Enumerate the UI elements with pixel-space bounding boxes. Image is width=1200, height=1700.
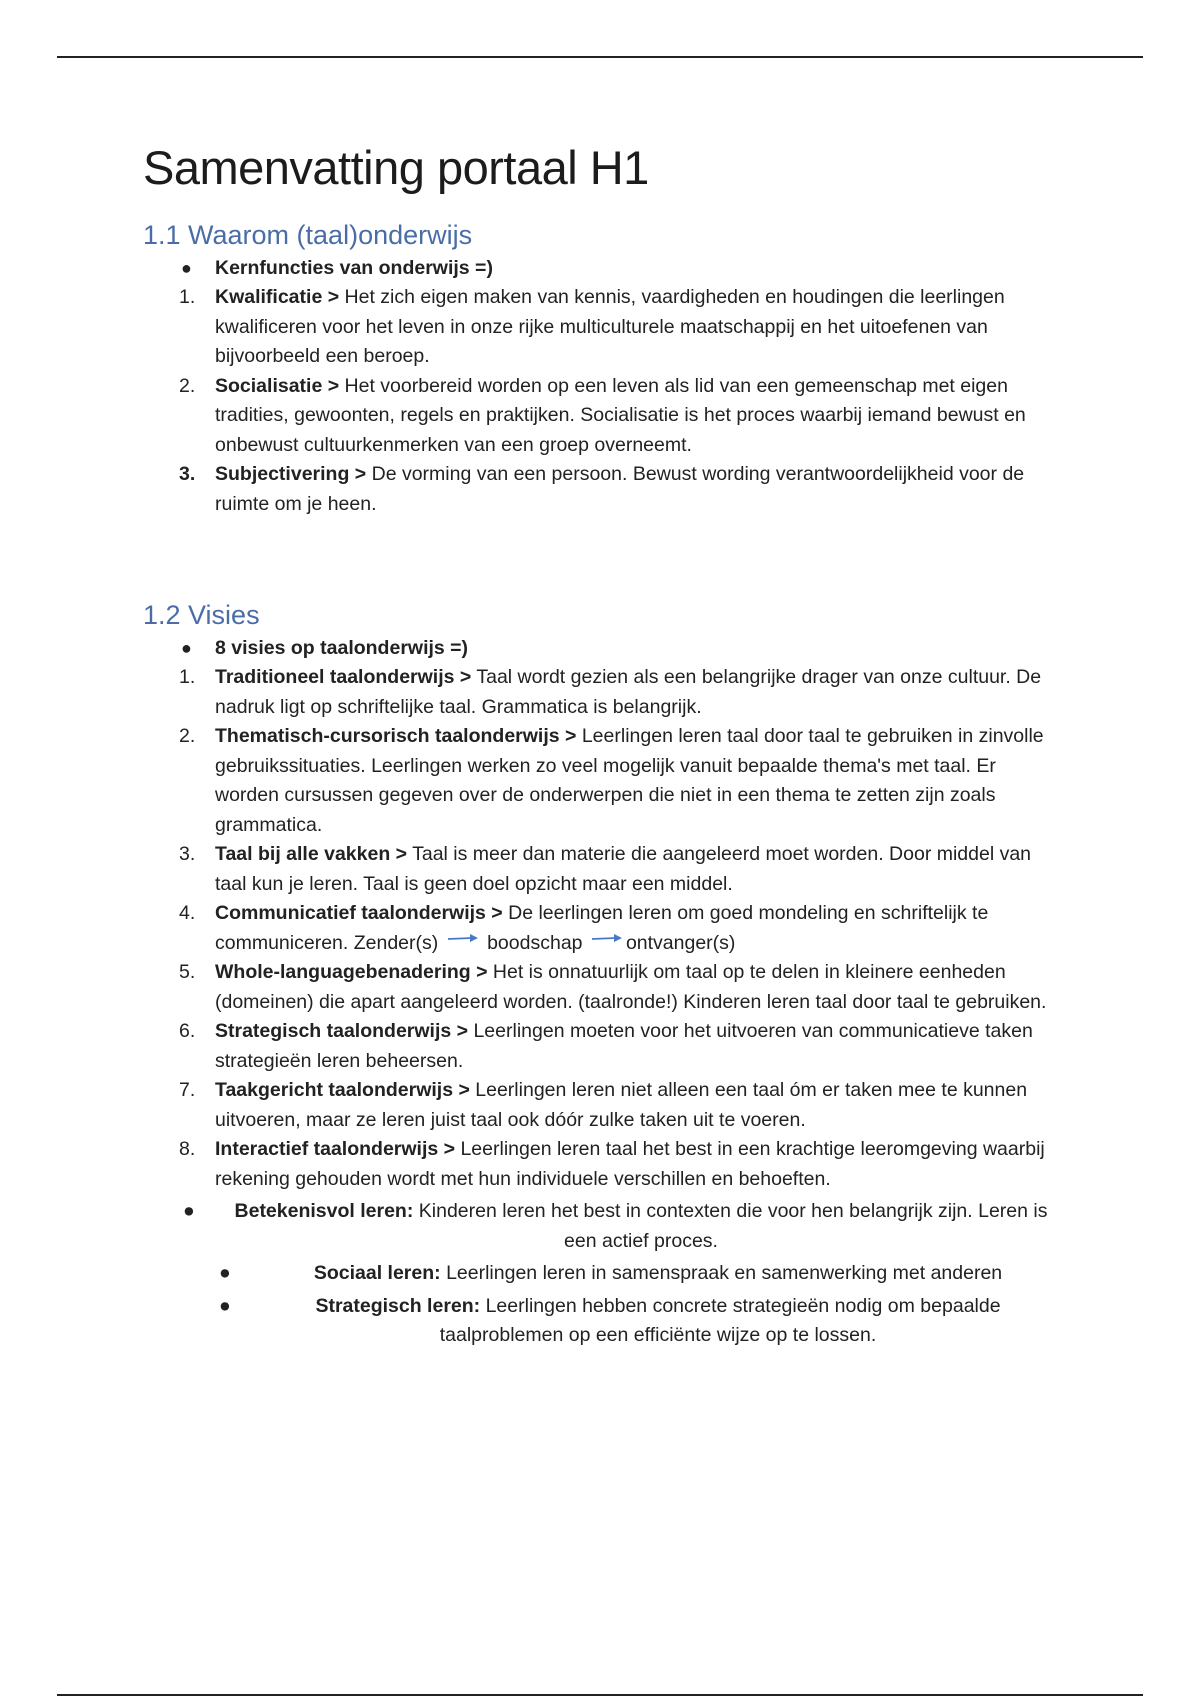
principle-term: Betekenisvol leren: [234,1200,414,1223]
item-term: Taakgericht taalonderwijs > [215,1079,470,1102]
document-page [143,140,1063,1351]
item-text-message: boodschap [481,931,583,954]
item-number: 1. [179,666,196,689]
item-number: 7. [179,1079,196,1102]
list-item [143,958,1063,1017]
list-item [143,1076,1063,1135]
item-text: Leerlingen leren taal door taal te gebruiken in zinvolle gebruikssituaties. Leerlingen werken zo veel mogelijk vanuit bepaalde thema's met taal. Er worden cursussen gegeven over de onderwerpen die niet in een thema te zetten zijn zoals grammatica. [215,725,1044,836]
list-item [143,663,1063,722]
item-term: Traditioneel taalonderwijs > [215,666,472,689]
list-item [143,372,1063,461]
bullet-icon: ● [181,257,192,278]
item-number: 2. [179,725,196,748]
intro-bullet-text: 8 visies op taalonderwijs =) [215,636,469,659]
list-item [143,283,1063,372]
list-item [143,254,1063,284]
section-heading-1-2: 1.2 Visies [143,600,260,631]
item-term: Taal bij alle vakken > [215,843,408,866]
item-term: Kwalificatie > [215,286,340,309]
page-title: Samenvatting portaal H1 [143,141,649,194]
item-text: De vorming van een persoon. Bewust wording verantwoordelijkheid voor de ruimte om je heen. [215,463,1025,515]
item-number: 1. [179,286,196,309]
bullet-icon: ● [219,1262,231,1285]
section-heading-1-1: 1.1 Waarom (taal)onderwijs [143,220,473,251]
item-number: 3. [179,463,196,486]
item-text: Leerlingen moeten voor het uitvoeren van communicatieve taken strategieën leren beheersen. [215,1020,1033,1072]
item-text: Het is onnatuurlijk om taal op te delen in kleinere eenheden (domeinen) die apart aangeleerd worden. (taalronde!) Kinderen leren taal door taal te gebruiken. [215,961,1047,1013]
item-text: Leerlingen leren taal het best in een krachtige leeromgeving waarbij rekening gehouden wordt met hun individuele verschillen en behoeften. [215,1138,1045,1190]
item-term: Socialisatie > [215,374,340,397]
bullet-icon: ● [219,1294,231,1317]
item-number: 8. [179,1138,196,1161]
item-number: 3. [179,843,196,866]
item-number: 2. [179,374,196,397]
item-text: Taal wordt gezien als een belangrijke drager van onze cultuur. De nadruk ligt op schriftelijke taal. Grammatica is belangrijk. [215,666,1042,718]
arrow-right-icon [446,931,480,945]
item-term: Thematisch-cursorisch taalonderwijs > [215,725,577,748]
item-text: Leerlingen leren niet alleen een taal óm er taken mee te kunnen uitvoeren, maar ze leren juist taal ook dóór zulke taken uit te voeren. [215,1079,1028,1131]
item-number: 5. [179,961,196,984]
item-text: Het voorbereid worden op een leven als lid van een gemeenschap met eigen tradities, gewoonten, regels en praktijken. Socialisatie is het proces waarbij iemand bewust en onbewust cultuurkenmerken van een groep overneemt. [215,374,1026,456]
principle-text: Leerlingen leren in samenspraak en samenwerking met anderen [440,1262,1003,1285]
intro-bullet-text: Kernfuncties van onderwijs =) [215,256,493,279]
item-number: 6. [179,1020,196,1043]
item-term: Communicatief taalonderwijs > [215,902,503,925]
principle-term: Strategisch leren: [315,1294,481,1317]
principle-text: Kinderen leren het best in contexten die voor hen belangrijk zijn. Leren is een actief proces. [413,1200,1048,1252]
principle-term: Sociaal leren: [313,1262,441,1285]
item-number: 4. [179,902,196,925]
item-term: Interactief taalonderwijs > [215,1138,456,1161]
list-item [143,634,1063,664]
principle-sub [143,1292,1063,1351]
list-item [143,840,1063,899]
item-term: Whole-languagebenadering > [215,961,488,984]
list-item [143,460,1063,519]
top-rule [57,56,1143,58]
item-term: Subjectivering > [215,463,367,486]
principle-text: Leerlingen hebben concrete strategieën nodig om bepaalde taalproblemen op een efficiënte wijze op te lossen. [439,1294,1001,1347]
list-item [143,1017,1063,1076]
bullet-icon: ● [181,637,192,658]
list-item [143,1135,1063,1194]
bottom-rule [57,1694,1143,1696]
item-text: Taal is meer dan materie die aangeleerd moet worden. Door middel van taal kun je leren. Taal is geen doel opzicht maar een middel. [215,843,1032,895]
item-text: De leerlingen leren om goed mondeling en schriftelijk te communiceren. Zender(s) [215,902,989,954]
item-text-receiver: ontvanger(s) [625,931,736,954]
item-text: Het zich eigen maken van kennis, vaardigheden en houdingen die leerlingen kwalificeren voor het leven in onze rijke multiculturele maatschappij en het uitoefenen van bijvoorbeeld een beroep. [215,286,1005,368]
item-term: Strategisch taalonderwijs > [215,1020,469,1043]
arrow-right-icon [590,931,624,945]
section1-list [143,254,1063,520]
bullet-icon: ● [183,1200,195,1223]
section2-list [143,634,1063,1195]
principle-main [143,1197,1063,1256]
list-item [143,899,1063,958]
list-item [143,722,1063,840]
principle-sub [143,1259,1063,1289]
